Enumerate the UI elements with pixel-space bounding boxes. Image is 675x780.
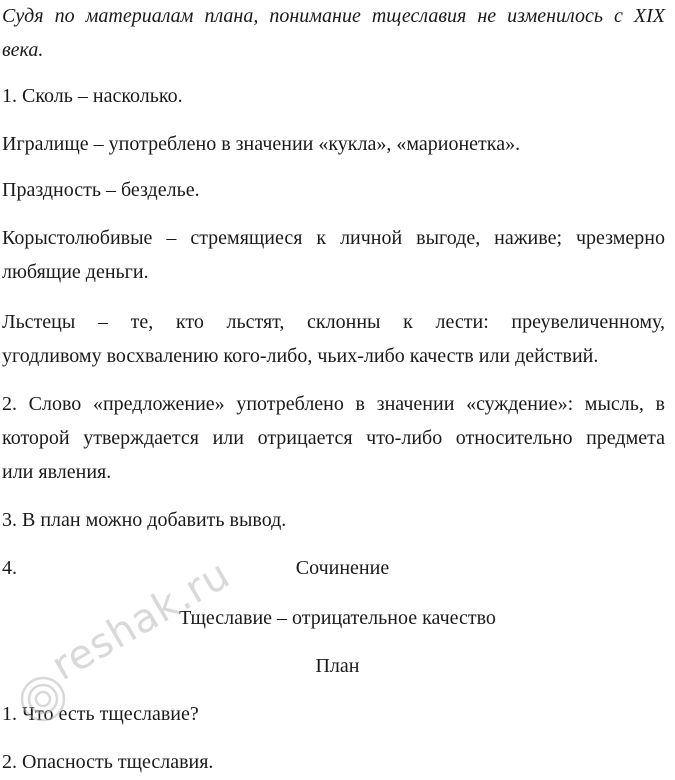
plan-heading: План: [315, 655, 360, 677]
essay-title: Тщеславие – отрицательное качество: [179, 607, 496, 629]
essay-label: Сочинение: [295, 557, 390, 579]
plan-item-2: 2. Опасность тщеславия.: [2, 751, 214, 773]
item-2-line-3: или явления.: [2, 461, 112, 483]
korystolyubivye-definition-line-2: любящие деньги.: [2, 261, 149, 283]
item-2-line-1: 2. Слово «предложение» употреблено в значении «суждение»: мысль, в: [2, 393, 665, 415]
igralishche-definition: Игралище – употреблено в значении «кукла», «марионетка».: [2, 133, 521, 155]
plan-item-1: 1. Что есть тщеславие?: [2, 703, 199, 725]
item-2-line-2: которой утверждается или отрицается что-либо относительно предмета: [2, 427, 665, 449]
prazdnost-definition: Праздность – безделье.: [2, 179, 200, 201]
lstetsy-definition-line-1: Льстецы – те, кто льстят, склонны к лести: преувеличенному,: [2, 311, 665, 333]
watermark-text: reshak.ru: [44, 551, 239, 690]
item-1-definition: 1. Сколь – насколько.: [2, 85, 183, 107]
item-4-number: 4.: [2, 557, 17, 579]
intro-paragraph-line-1: Судя по материалам плана, понимание тщеславия не изменилось с XIX: [2, 5, 665, 27]
intro-paragraph-line-2: века.: [2, 39, 44, 61]
lstetsy-definition-line-2: угодливому восхвалению кого-либо, чьих-либо качеств или действий.: [2, 345, 599, 367]
korystolyubivye-definition-line-1: Корыстолюбивые – стремящиеся к личной выгоде, наживе; чрезмерно: [2, 227, 665, 249]
item-3: 3. В план можно добавить вывод.: [2, 509, 287, 531]
